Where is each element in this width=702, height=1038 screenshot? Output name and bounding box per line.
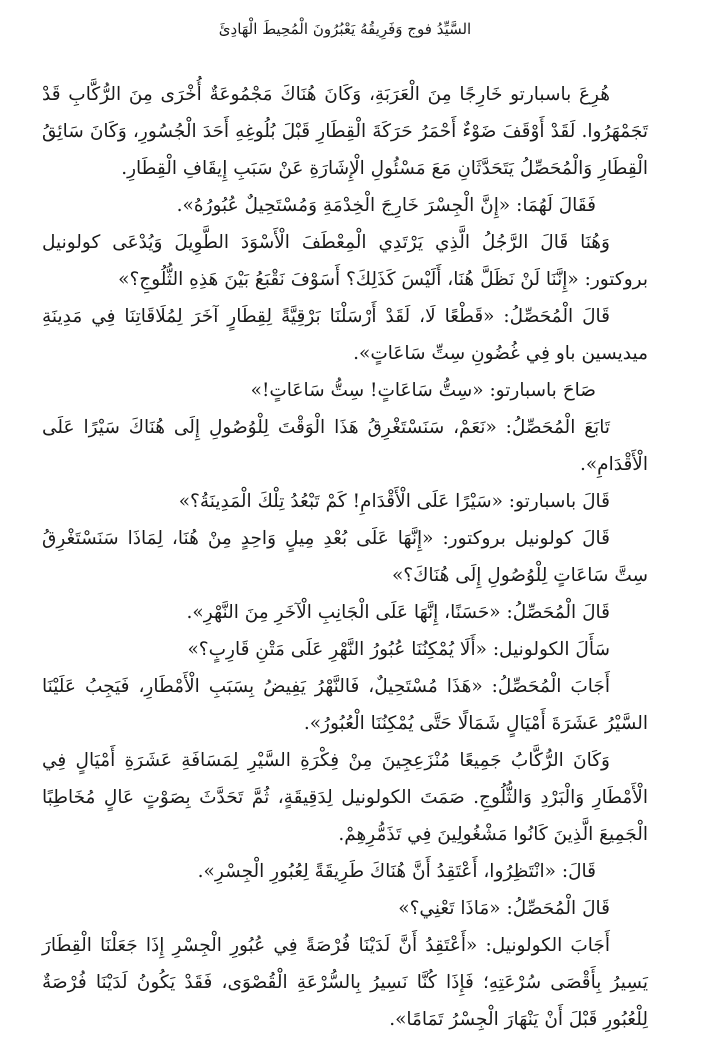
paragraph-9: قَالَ الْمُحَصِّلُ: «حَسَنًا، إِنَّهَا عَلَى الْجَانِبِ الْآخَرِ مِنَ النَّهْرِ». xyxy=(186,602,610,623)
paragraph-3: وَهُنَا قَالَ الرَّجُلُ الَّذِي يَرْتَدِي الْمِعْطَفَ الْأَسْوَدَ الطَّوِيلَ وَيُدْعَى كولونيل بروكتور: «إِنَّنَا لَنْ نَظَلَّ هُنَا، أَلَيْسَ كَذَلِكَ؟ أَسَوْفَ نَقْبَعُ بَيْنَ هَذِهِ الثُّلُوجِ؟» xyxy=(42,232,648,290)
paragraph-7: قَالَ باسبارتو: «سَيْرًا عَلَى الْأَقْدَامِ! كَمْ تَبْعُدُ تِلْكَ الْمَدِينَةُ؟» xyxy=(178,491,610,512)
chapter-body xyxy=(42,76,648,1038)
paragraph-13: قَالَ: «انْتَظِرُوا، أَعْتَقِدُ أَنَّ هُنَاكَ طَرِيقَةً لِعُبُورِ الْجِسْرِ». xyxy=(197,861,596,882)
paragraph-2: فَقَالَ لَهُمَا: «إِنَّ الْجِسْرَ خَارِجَ الْخِدْمَةِ وَمُسْتَحِيلٌ عُبُورُهُ». xyxy=(176,195,596,216)
paragraph-15: أَجَابَ الكولونيل: «أَعْتَقِدُ أَنَّ لَدَيْنَا فُرْصَةً فِي عُبُورِ الْجِسْرِ إِذَا جَعَلْنَا الْقِطَارَ يَسِيرُ بِأَقْصَى سُرْعَتِهِ؛ فَإِذَا كُنَّا نَسِيرُ بِالسُّرْعَةِ الْقُصْوَى، فَقَدْ يَكُونُ لَدَيْنَا فُرْصَةٌ لِلْعُبُورِ قَبْلَ أَنْ يَنْهَارَ الْجِسْرُ تَمَامًا». xyxy=(42,935,648,1030)
paragraph-6: تَابَعَ الْمُحَصِّلُ: «نَعَمْ، سَنَسْتَغْرِقُ هَذَا الْوَقْتَ لِلْوُصُولِ إِلَى هُنَاكَ سَيْرًا عَلَى الْأَقْدَامِ». xyxy=(42,417,648,475)
paragraph-11: أَجَابَ الْمُحَصِّلُ: «هَذَا مُسْتَحِيلٌ، فَالنَّهْرُ يَفِيضُ بِسَبَبِ الْأَمْطَارِ، فَيَجِبُ عَلَيْنَا السَّيْرُ عَشَرَةَ أَمْيَالٍ شَمَالًا حَتَّى يُمْكِنُنَا الْعُبُورُ». xyxy=(42,676,648,734)
paragraph-14: قَالَ الْمُحَصِّلُ: «مَاذَا تَعْنِي؟» xyxy=(398,898,610,919)
paragraph-4: قَالَ الْمُحَصِّلُ: «قَطْعًا لَا، لَقَدْ أَرْسَلْنَا بَرْقِيَّةً لِقِطَارٍ آخَرَ لِمُلَاقَاتِنَا فِي مَدِينَةِ ميديسين باو فِي غُضُونِ سِتِّ سَاعَاتٍ». xyxy=(42,306,648,364)
paragraph-1: هُرِعَ باسبارتو خَارِجًا مِنَ الْعَرَبَةِ، وَكَانَ هُنَاكَ مَجْمُوعَةٌ أُخْرَى مِنَ الرُّكَّابِ قَدْ تَجَمْهَرُوا. لَقَدْ أَوْقَفَ ضَوْءٌ أَحْمَرُ حَرَكَةَ الْقِطَارِ قَبْلَ بُلُوغِهِ أَحَدَ الْجُسُورِ، وَكَانَ سَائِقُ الْقِطَارِ وَالْمُحَصِّلُ يَتَحَدَّثَانِ مَعَ مَسْئُولِ الْإِشَارَةِ عَنْ سَبَبِ إِيقَافِ الْقِطَارِ. xyxy=(42,84,648,179)
paragraph-10: سَأَلَ الكولونيل: «أَلَا يُمْكِنُنَا عُبُورُ النَّهْرِ عَلَى مَتْنِ قَارِبٍ؟» xyxy=(187,639,610,660)
running-header: السَّيِّدُ فوج وَفَرِيقُهُ يَعْبُرُونَ الْمُحِيطَ الْهَادِئَ xyxy=(218,20,472,38)
paragraph-8: قَالَ كولونيل بروكتور: «إِنَّهَا عَلَى بُعْدِ مِيلٍ وَاحِدٍ مِنْ هُنَا، لِمَاذَا سَنَسْتَغْرِقُ سِتَّ سَاعَاتٍ لِلْوُصُولِ إِلَى هُنَاكَ؟» xyxy=(42,528,648,586)
paragraph-12: وَكَانَ الرُّكَّابُ جَمِيعًا مُنْزَعِجِينَ مِنْ فِكْرَةِ السَّيْرِ لِمَسَافَةِ عَشَرَةِ أَمْيَالٍ فِي الْأَمْطَارِ وَالْبَرْدِ وَالثُّلُوجِ. صَمَتَ الكولونيل لِدَقِيقَةٍ، ثُمَّ تَحَدَّثَ بِصَوْتٍ عَالٍ مُخَاطِبًا الْجَمِيعَ الَّذِينَ كَانُوا مَشْغُولِينَ فِي تَذَمُّرِهِمْ. xyxy=(42,750,648,845)
paragraph-5: صَاحَ باسبارتو: «سِتُّ سَاعَاتٍ! سِتُّ سَاعَاتٍ!» xyxy=(250,380,596,401)
